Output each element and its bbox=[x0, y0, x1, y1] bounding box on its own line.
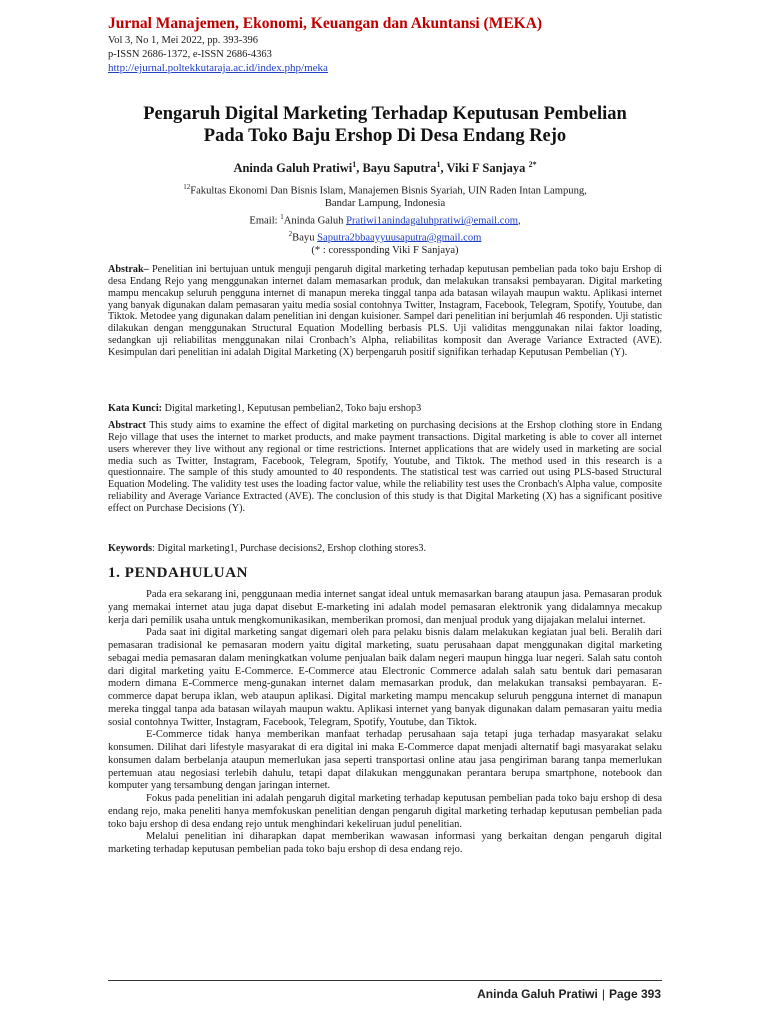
abstrak-text: Penelitian ini bertujuan untuk menguji pengaruh digital marketing terhadap keputusan pembelian pada toko baju Ershop di desa Endang Rejo yang menggunakan internet dalam memasarkan produk, dan melakukan transaksi pembayaran. Digital marketing mampu mencakup seluruh pengguna internet di manapun mereka tinggal tanpa ada batasan wilayah maupun waktu. Aplikasi internet yang banyak digunakan dalam pemasaran yaitu media sosial contohnya Twitter, Instagram, Facebook, Telegram, Spotify, Youtube, dan Tiktok. Metodee yang digunakan dalam penelitian ini dengan kuisioner. Sampel dari penelitian ini berjumlah 46 responden. Uji statistic dilakukan dengan menggunakan Structural Equation Modelling berbasis PLS. Uji validitas menggunakan nilai faktor loading, sedangkan uji reliabilitas menggunakan nilai Cronbach’s Alpha, reliabilitas komposit dan Average Variance Extracted (AVE). Kesimpulan dari penelitian ini adalah Digital Marketing (X) berpengaruh positif signifikan terhadap Keputusan Pembelian (Y). bbox=[108, 264, 662, 358]
kata-kunci-line bbox=[108, 403, 662, 415]
email1-sup: 1 bbox=[280, 212, 284, 221]
email1-tail: , bbox=[517, 215, 521, 227]
abstrak-label: Abstrak– bbox=[108, 264, 149, 275]
paper-title bbox=[108, 103, 662, 147]
author-sep: , bbox=[440, 161, 447, 176]
email2-name: Bayu bbox=[292, 232, 318, 244]
email1-name: Aninda Galuh bbox=[283, 215, 347, 227]
section-body bbox=[108, 589, 662, 857]
abstract-label: Abstract bbox=[108, 420, 146, 431]
author-1-sup: 1 bbox=[352, 160, 357, 169]
footer-page-number: Page 393 bbox=[608, 987, 661, 1001]
body-paragraph: Pada era sekarang ini, penggunaan media internet sangat ideal untuk memasarkan barang ataupun jasa. Pemasaran produk yang memakai internet atau juga dapat disebut E-marketing ini adalah model pemasaran elektronik yang didalamnya mecakup kerja dari pemilik usaha untuk mengkomunikasikan, memberikan promosi, dan menjual produk yang dijajakan melalui internet. bbox=[108, 589, 662, 626]
abstrak-paragraph bbox=[108, 264, 662, 359]
author-2: Bayu Saputra bbox=[362, 161, 437, 176]
body-paragraph: Fokus pada penelitian ini adalah pengaruh digital marketing terhadap keputusan pembelian pada toko baju ershop di desa endang rejo, maka peneliti hanya memfokuskan penelitian dengan pengaruh digital marketing terhadap keputusan pembelian pada toko baju ershop di desa endang rejo untuk menghindari kekeliruan judul penelitian. bbox=[108, 793, 662, 830]
abstract-text: This study aims to examine the effect of digital marketing on purchasing decisions at the Ershop clothing store in Endang Rejo village that uses the internet to market products, and make payment transactions. Digital marketing is able to cover all internet users wherever they live without any regional or time restrictions. Internet applications that are widely used in marketing are social media such as Twitter, Instagram, Facebook, Telegram, Spotify, Youtube, and Tiktok. The method used in this research is a questionnaire. The sample of this study amounted to 40 respondents. The statistical test was carried out using PLS-based Structural Equation Modeling. The validity test uses the loading factor value, while the reliability test uses the Cronbach's Alpha value, composite reliability and Average Variance Extracted (AVE). The conclusion of this study is that Digital Marketing (X) has a significant positive effect on Purchase Decisions (Y). bbox=[108, 420, 662, 514]
corresponding-note: (* : coressponding Viki F Sanjaya) bbox=[311, 244, 459, 256]
email-label: Email: bbox=[249, 215, 281, 227]
author-2-sup: 1 bbox=[436, 160, 441, 169]
email1-link[interactable]: Pratiwi1anindagaluhpratiwi@email.com bbox=[346, 215, 518, 227]
keywords-label: Keywords bbox=[108, 543, 153, 554]
email2-sup: 2 bbox=[288, 229, 293, 238]
body-paragraph: Pada saat ini digital marketing sangat digemari oleh para pelaku bisnis dalam melakukan kegiatan jual beli. Beralih dari pemasaran tradisional ke pemasaran modern yaitu digital marketing, suatu perusahaan dapat menggunakan digital marketing sebagai media pemasaran dalam meningkatkan volume penjualan baik dalam negeri maupun hingga luar negeri. Salah satu contoh dari digital marketing yaitu E-Commerce. E-Commerce atau Electronic Commerce adalah salah satu bentuk dari pemasaran modern dimana E-Commerce meng-gunakan internet dalam memasarkan produk, dan melakukan transaksi pembayaran. E-commerce dapat berupa iklan, web ataupun aplikasi. Digital marketing mampu mencakup seluruh pengguna internet di manapun mereka tinggal tanpa ada batasan wilayah maupun waktu. Aplikasi internet yang banyak digunakan dalam pemasaran yaitu media sosial contohnya Twitter, Instagram, Facebook, Telegram, Spotify, Youtube, dan Tiktok. bbox=[108, 627, 662, 728]
section-heading: 1. PENDAHULUAN bbox=[108, 565, 249, 581]
affiliation-block bbox=[108, 181, 662, 258]
footer-author: Aninda Galuh Pratiwi bbox=[477, 987, 598, 1001]
journal-header bbox=[108, 14, 668, 75]
email-line1 bbox=[108, 211, 662, 228]
body-paragraph: Melalui penelitian ini diharapkan dapat memberikan wawasan informasi yang berkaitan dengan pengaruh digital marketing terhadap keputusan pembelian pada toko baju ershop di desa endang rejo. bbox=[108, 831, 662, 855]
affiliation-line1 bbox=[108, 181, 662, 198]
body-paragraph: E-Commerce tidak hanya memberikan manfaat terhadap perusahaan saja tetapi juga terhadap masyarakat selaku konsumen. Dilihat dari lifestyle masyarakat di era digital ini maka E-Commerce dapat menjadi alternatif bagi masyarakat selaku konsumen dalam berbelanja ataupun memerlukan jasa seperti transportasi online atau jasa pengiriman barang tanpa memerlukan pertemuan atau negosiasi terlebih dahulu, tetapi dapat dilakukan menggunakan perantara berupa smartphone, notebook dan komputer yang tersambung dengan jaringan internet. bbox=[108, 729, 662, 792]
author-sep: , bbox=[356, 161, 363, 176]
paper-title-line1: Pengaruh Digital Marketing Terhadap Keputusan Pembelian bbox=[143, 104, 627, 124]
paper-title-line2: Pada Toko Baju Ershop Di Desa Endang Rejo bbox=[203, 126, 567, 146]
affiliation-line2: Bandar Lampung, Indonesia bbox=[324, 198, 446, 210]
issn-info: p-ISSN 2686-1372, e-ISSN 2686-4363 bbox=[108, 48, 272, 60]
page-footer bbox=[477, 987, 661, 1001]
footer-divider bbox=[108, 980, 662, 981]
author-3: Viki F Sanjaya bbox=[446, 161, 526, 176]
email2-link[interactable]: Saputra2bbaayyuusaputra@gmail.com bbox=[317, 232, 482, 244]
footer-separator: | bbox=[601, 987, 605, 1001]
author-list bbox=[108, 157, 662, 176]
keywords-line bbox=[108, 543, 662, 555]
volume-info: Vol 3, No 1, Mei 2022, pp. 393-396 bbox=[108, 35, 259, 46]
journal-url-link[interactable]: http://ejurnal.poltekkutaraja.ac.id/index.php/meka bbox=[108, 62, 328, 74]
kata-kunci-label: Kata Kunci: bbox=[108, 403, 163, 414]
abstract-paragraph bbox=[108, 420, 662, 515]
author-3-sup: 2* bbox=[528, 160, 537, 169]
affiliation-text: Fakultas Ekonomi Dan Bisnis Islam, Manajemen Bisnis Syariah, UIN Raden Intan Lampung, bbox=[190, 185, 587, 197]
journal-title: Jurnal Manajemen, Ekonomi, Keuangan dan Akuntansi (MEKA) bbox=[108, 15, 543, 32]
keywords-text: : Digital marketing1, Purchase decisions2, Ershop clothing stores3. bbox=[152, 543, 427, 554]
kata-kunci-text: Digital marketing1, Keputusan pembelian2, Toko baju ershop3 bbox=[162, 403, 422, 414]
affiliation-sup: 12 bbox=[183, 183, 191, 191]
author-1: Aninda Galuh Pratiwi bbox=[233, 161, 353, 176]
email-line2 bbox=[108, 228, 662, 245]
